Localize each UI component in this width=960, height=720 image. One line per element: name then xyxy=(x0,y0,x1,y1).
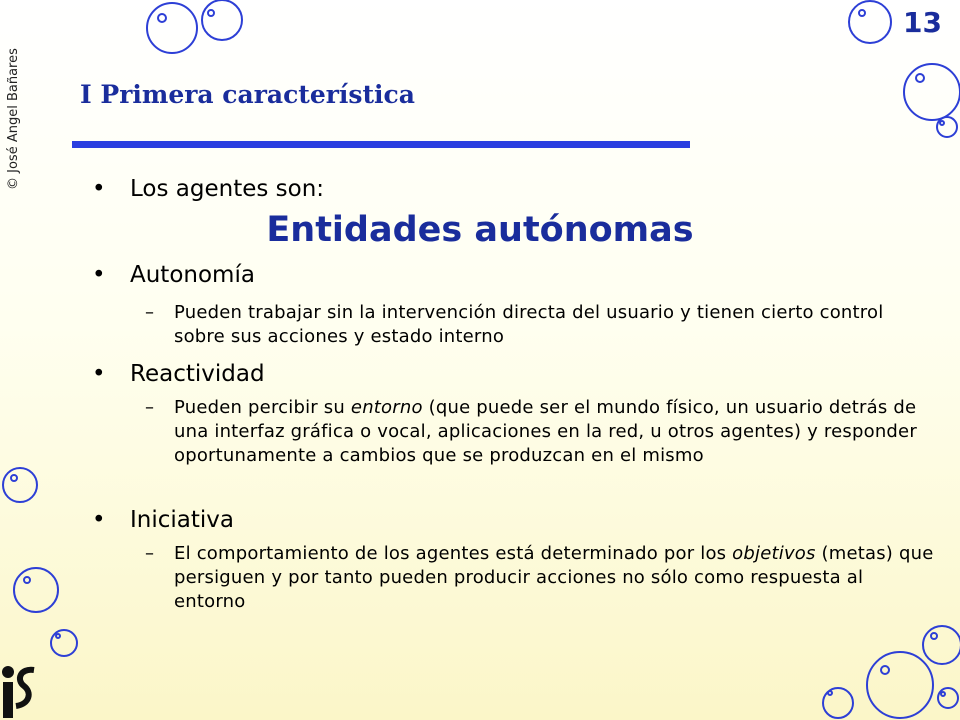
item-detail-reactividad xyxy=(174,396,934,468)
detail-text: El comportamiento de los agentes está determinado por los xyxy=(174,543,733,564)
bullet-icon: • xyxy=(92,507,106,533)
copyright-notice: © José Angel Bañares xyxy=(6,48,21,190)
detail-text: (que puede ser el mundo físico, un usuario detrás de una interfaz gráfica o vocal, aplicaciones en la red, u otros agentes) y responder oportunamente a cambios que se produzcan en el mismo xyxy=(174,397,917,466)
bullet-icon: • xyxy=(92,361,106,387)
bullet-icon: • xyxy=(92,262,106,288)
dash-icon: – xyxy=(145,302,154,323)
detail-text: (metas) que persiguen y por tanto pueden producir acciones no sólo como respuesta al entorno xyxy=(174,543,934,612)
headline: Entidades autónomas xyxy=(266,210,694,250)
dash-icon: – xyxy=(145,543,154,564)
page-number: 13 xyxy=(903,6,942,39)
dash-icon: – xyxy=(145,397,154,418)
slide-title: I Primera característica xyxy=(80,80,415,109)
is-logo-icon xyxy=(0,662,40,720)
bullet-icon: • xyxy=(92,176,106,202)
item-label-iniciativa: Iniciativa xyxy=(130,507,234,533)
detail-emphasis: objetivos xyxy=(732,543,816,564)
item-detail-autonomia xyxy=(174,301,934,349)
item-detail-iniciativa xyxy=(174,542,934,614)
item-label-autonomia: Autonomía xyxy=(130,262,255,288)
detail-text: Pueden percibir su xyxy=(174,397,351,418)
detail-emphasis: entorno xyxy=(350,397,423,418)
item-label-reactividad: Reactividad xyxy=(130,361,265,387)
detail-text: Pueden trabajar sin la intervención directa del usuario y tienen cierto control sobre sus acciones y estado interno xyxy=(174,302,884,347)
intro-text: Los agentes son: xyxy=(130,176,325,202)
